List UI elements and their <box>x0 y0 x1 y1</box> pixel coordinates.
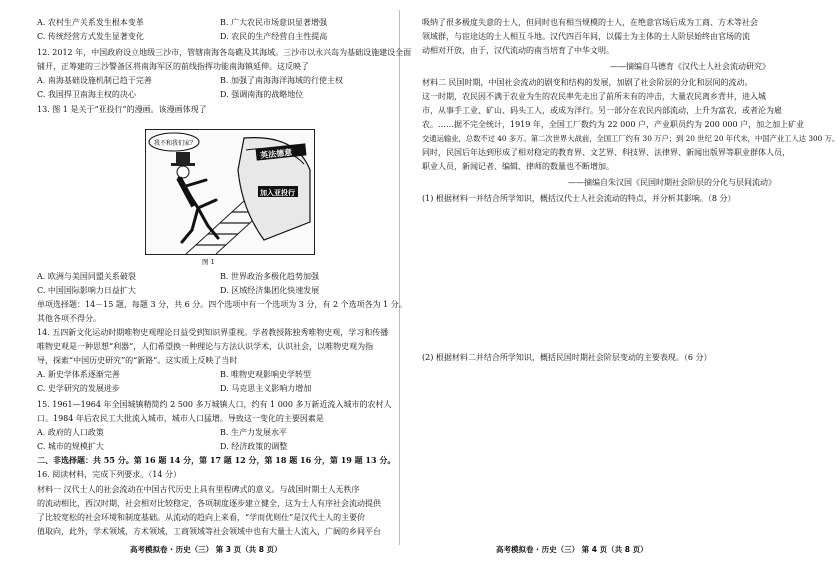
q15-option-b: B. 生产力发展水平 <box>220 428 287 437</box>
q12-option-d: D. 强调南海的战略地位 <box>220 90 304 99</box>
q12-option-b: B. 加强了南海海洋海域的行使主权 <box>220 76 343 85</box>
material2-line-7: 职业人员，新闻记者、编辑、律师的数量也不断增加。 <box>422 162 614 171</box>
train-side-text: 加入亚投行 <box>260 188 295 197</box>
material2-line-1: 材料二 民国时期，中国社会流动的剧变和结构的发展，加剧了社会阶层的分化和层间的流动。 <box>422 78 753 87</box>
material1-cont-line-2: 领域群，与宦途达的士人相互斗地。汉代四百年间，以儒士为主体的士人阶层始终由官场的流 <box>422 32 750 41</box>
q16-title: 16. 阅读材料，完成下列要求。（14 分） <box>37 470 181 479</box>
q15-option-a: A. 政府的人口政策 <box>37 428 104 437</box>
cartoon-drawing <box>146 130 314 254</box>
page-footer-right: 高考模拟卷 · 历史（三） 第 4 页（共 8 页） <box>496 545 648 554</box>
page-footer-left: 高考模拟卷 · 历史（三） 第 3 页（共 8 页） <box>130 545 282 554</box>
material2-line-3: 市，从事手工业、矿山、码头工人，或成为洋行。另一部分在农民内部流动，上升为富农，或者沦为雇 <box>422 106 782 115</box>
material1-line-4: 值取向，此外，学术领域，方术领域，工商领域等社会领域中也有大量士人流入，广阔的乡间平台 <box>37 527 381 536</box>
q11-option-d: D. 农民的生产经营自主性提高 <box>220 32 328 41</box>
material2-line-4: 农。……据不完全统计，1919 年，全国工厂数约为 22 000 户，产业职员约为 200 000 户，加之加上矿业 <box>422 120 805 129</box>
material1-line-3: 了比较宽松的社会环境和制度基础。从流动的趋向上来看，“学而优则仕”是汉代士人的主要价 <box>37 513 366 522</box>
q12-option-a: A. 南海基础设施机制已趋于完善 <box>37 76 152 85</box>
q14-stem-line-2: 唯物史观是一种思想“利器”，人们希望换一种理论与方法认识学术，认识社会，以唯物史观为指 <box>37 342 374 351</box>
q12-stem-line-1: 12. 2012 年，中国政府设立地级三沙市，管辖南海各岛礁及其海域。三沙市以永兴岛为基础设施建设全面 <box>37 48 412 57</box>
q15-stem-line-2: 口。1984 年后农民工大批流入城市，城市人口猛增。导致这一变化的主要因素是 <box>37 414 324 423</box>
material1-cont-line-3: 动相对开放，由于，汉代流动的南当培育了中华文明。 <box>422 46 614 55</box>
q12-stem-line-2: 铺开，正筹建的三沙警备区将南海军区的前线指挥功能南海镇延伸。这反映了 <box>37 62 309 71</box>
figure-caption: 图 1 <box>202 258 215 266</box>
q11-option-b: B. 广大农民市场意识显著增强 <box>220 18 327 27</box>
speech-text: 我不和我们家？ <box>154 140 197 147</box>
material2-line-5: 交通运输业，总数不过 40 多万。第二次世界大战前，全国工厂约有 30 万户；到 20 世纪 20 年代末，中国产业工人达 300 万。 <box>422 134 839 143</box>
q14-stem-line-3: 导，探索“中国历史研究”的“新路”。这实质上反映了当时 <box>37 356 238 365</box>
material1-source: ——摘编自马德育《汉代士人社会流动研究》 <box>610 62 770 71</box>
figure-head <box>177 166 189 178</box>
q14-stem-line-1: 14. 五四新文化运动时期唯物史观理论日益受到知识界重视。学者教授陈独秀唯物史观，学习和传播 <box>37 328 389 337</box>
q13-stem: 13. 图 1 是关于“亚投行”的漫画。该漫画体现了 <box>37 105 207 114</box>
multi-choice-header-2: 其他各项不得分。 <box>37 314 101 323</box>
q11-option-a: A. 农村生产关系发生根本变革 <box>37 18 144 27</box>
q13-option-c: C. 中国国际影响力日益扩大 <box>37 286 136 295</box>
cartoon-figure <box>145 129 315 255</box>
material2-source: ——摘编自朱汉国《民国时期社会阶层的分化与层间流动》 <box>568 178 776 187</box>
q15-option-d: D. 经济政策的调整 <box>220 442 288 451</box>
train-banner-text: 英法德意 <box>259 146 293 161</box>
page-3 <box>0 0 412 561</box>
q14-option-d: D. 马克思主义影响力增加 <box>220 384 312 393</box>
material1-line-2: 的流动相比，西汉时期，社会相对比较稳定，各项制度逐步建立健全，这为士人有序社会流动提供 <box>37 499 381 508</box>
figure-coat <box>179 178 194 206</box>
q14-option-b: B. 唯物史观影响史学转型 <box>220 370 311 379</box>
material1-line-1: 材料一 汉代士人的社会流动在中国古代历史上具有里程碑式的意义。与战国时期士人无秩序 <box>37 485 360 494</box>
multi-choice-header-1: 单项选择题：14－15 题，每题 3 分，共 6 分。四个选项中有一个选项为 3 分，有 2 个选项各为 1 分。 <box>37 300 407 309</box>
material2-line-2: 这一时期，农民因不满于农业为生的农民率先走出了前所未有的冲击，大量农民离乡背井，进入城 <box>422 92 766 101</box>
q16-part-2: (2) 根据材料二并结合所学知识，概括民国时期社会阶层变动的主要表现。（6 分） <box>422 353 712 362</box>
material2-line-6: 同时，民国后年达到形成了相对稳定的教育界、文艺界、科技界、法律界、新闻出版界等职业群体人员， <box>422 148 790 157</box>
q13-option-a: A. 欧洲与美国同盟关系破裂 <box>37 272 136 281</box>
material1-cont-line-1: 吸纳了很多极度失意的士人，但同时也有相当规模的士人，在绝意官场后成为工商、方术等社会 <box>422 18 758 27</box>
page-4 <box>400 0 839 561</box>
q13-option-d: D. 区域经济集团化快速发展 <box>220 286 320 295</box>
q12-option-c: C. 我国捍卫南海主权的决心 <box>37 90 136 99</box>
q13-option-b: B. 世界政治多极化趋势加强 <box>220 272 319 281</box>
q11-option-c: C. 传统经营方式发生显著变化 <box>37 32 144 41</box>
q15-option-c: C. 城市的规模扩大 <box>37 442 104 451</box>
q15-stem-line-1: 15. 1961—1964 年全国城镇精简约 2 500 多万城镇人口，约有 1 000 多万新近流入城市的农村人 <box>37 400 392 409</box>
q14-option-c: C. 史学研究的发展进步 <box>37 384 120 393</box>
top-hat <box>176 152 190 164</box>
section-two-header: 二、非选择题：共 55 分。第 16 题 14 分，第 17 题 12 分，第 18 题 16 分，第 19 题 13 分。 <box>37 455 396 465</box>
q14-option-a: A. 新史学体系逐渐完善 <box>37 370 120 379</box>
q16-part-1: (1) 根据材料一并结合所学知识，概括汉代士人社会流动的特点，并分析其影响。（8 分） <box>422 194 736 203</box>
